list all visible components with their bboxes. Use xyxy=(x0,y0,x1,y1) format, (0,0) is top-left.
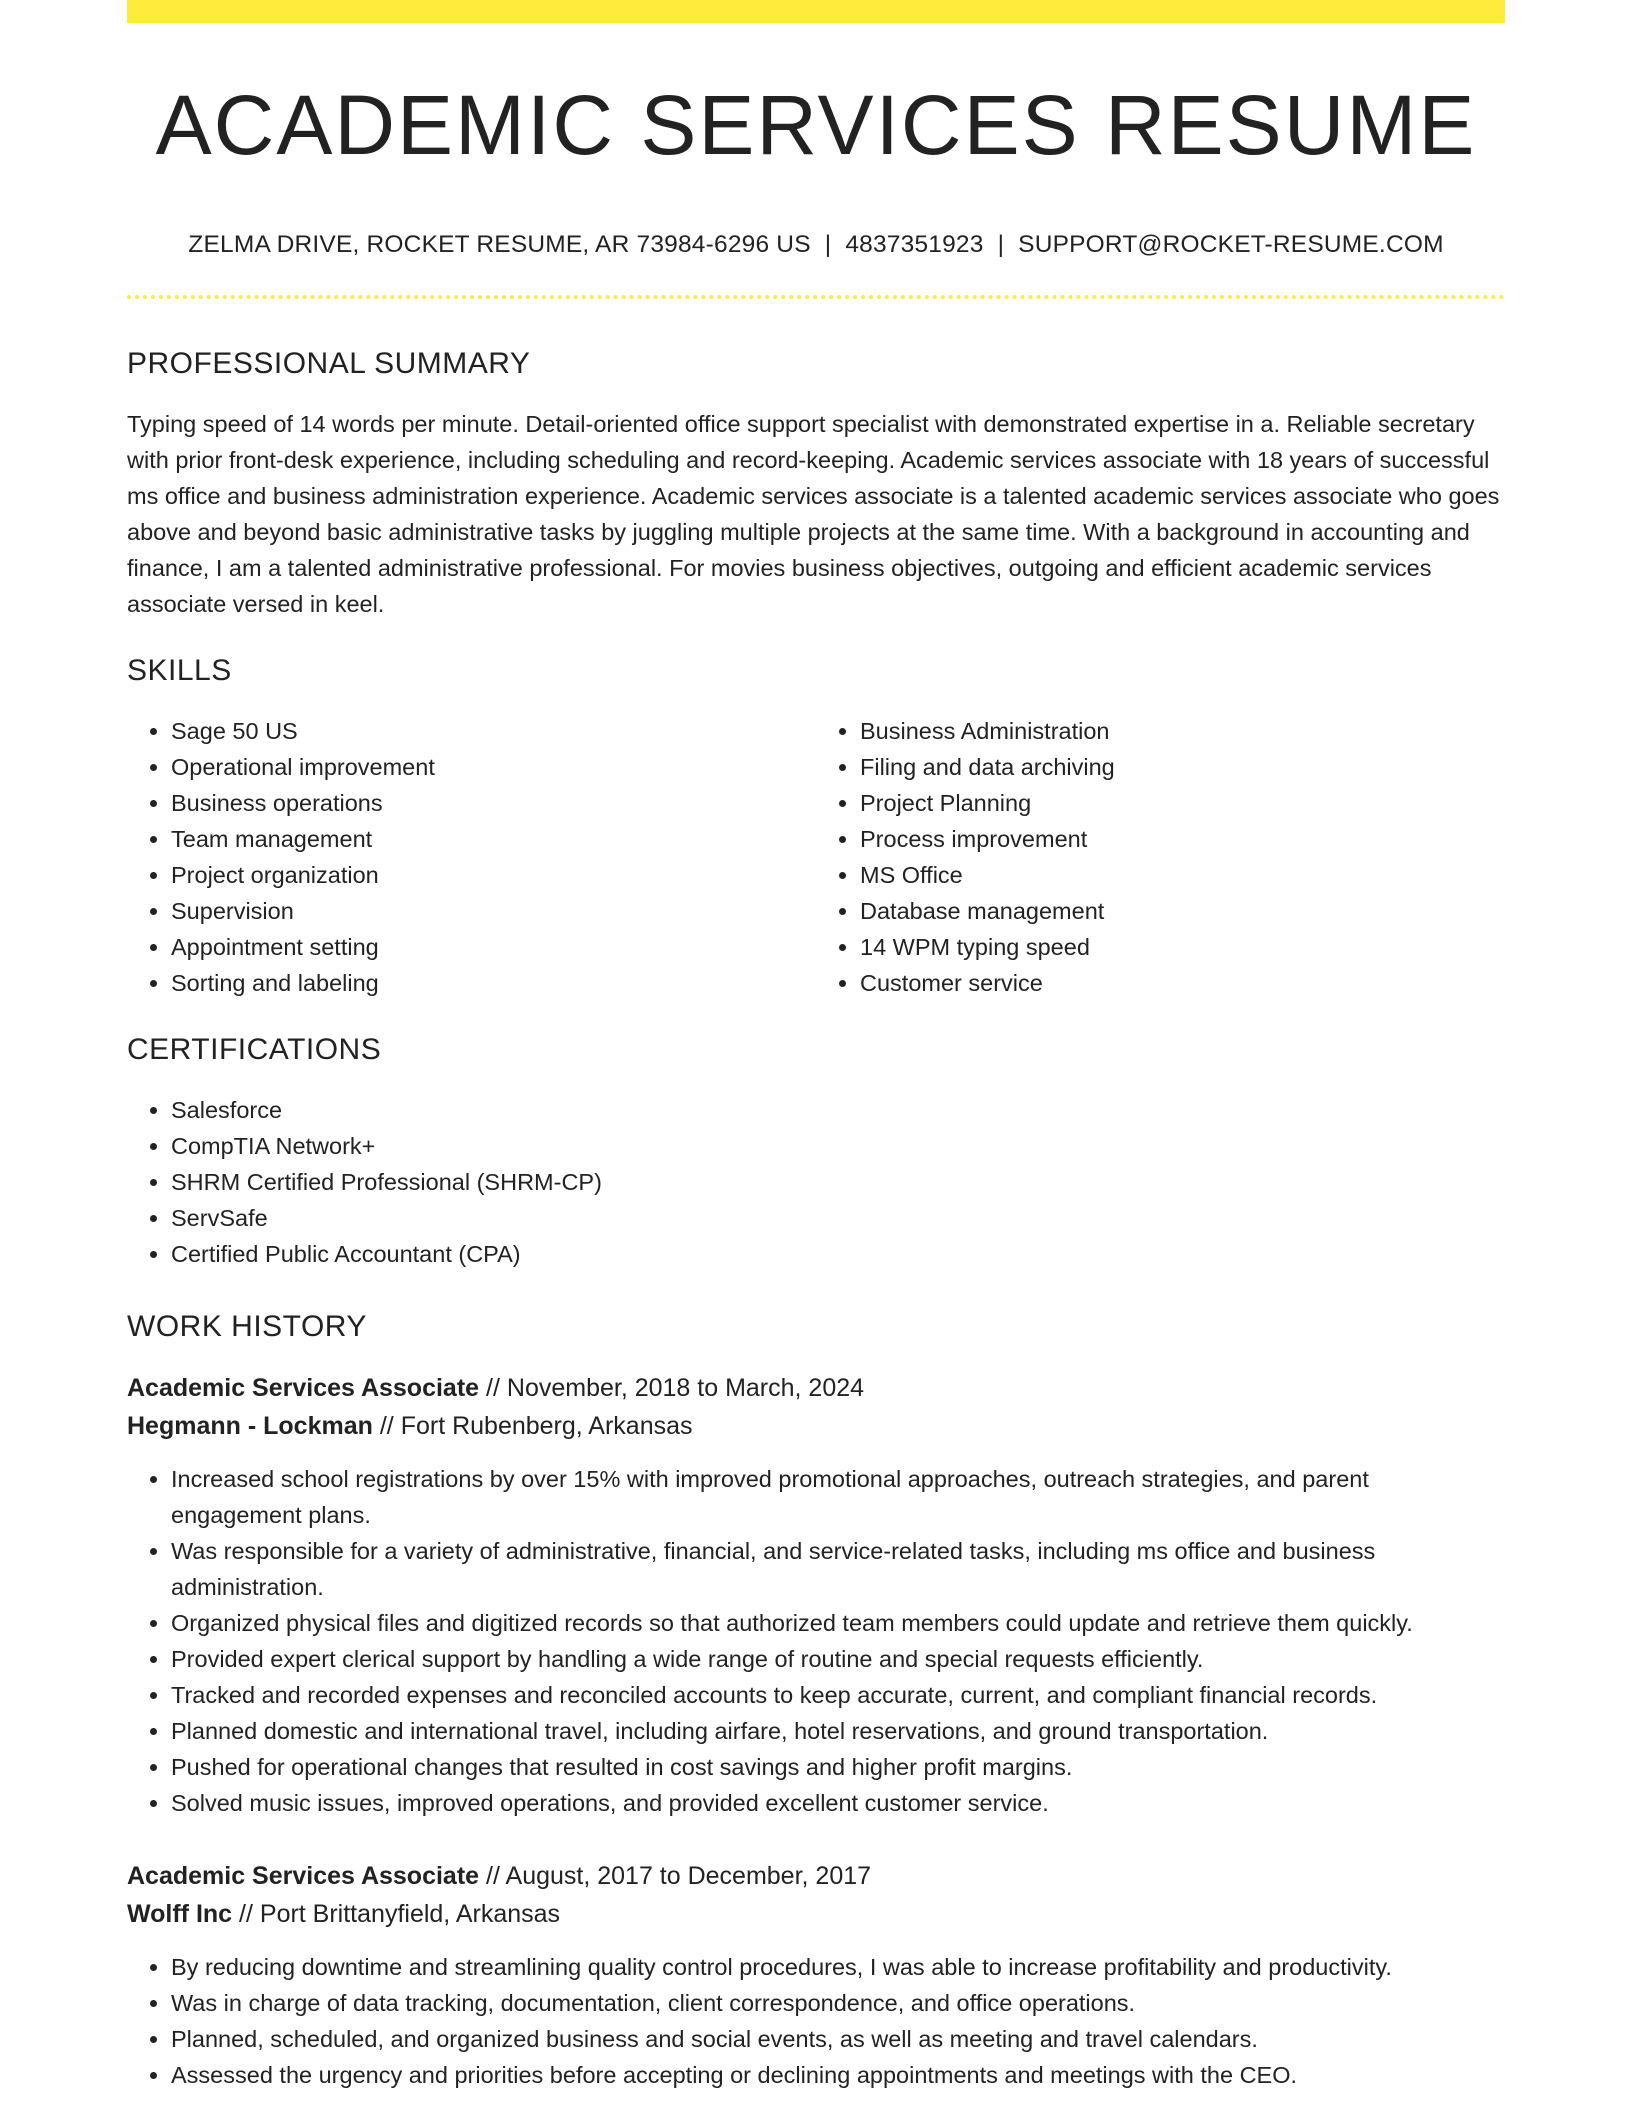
skill-item: • Appointment setting xyxy=(171,929,816,965)
certification-item: • SHRM Certified Professional (SHRM-CP) xyxy=(171,1164,1505,1200)
certifications-list xyxy=(127,1092,1505,1272)
resume-title: ACADEMIC SERVICES RESUME xyxy=(155,78,1477,172)
contact-email[interactable]: SUPPORT@ROCKET-RESUME.COM xyxy=(1018,231,1444,258)
job-bullet: • Assessed the urgency and priorities before accepting or declining appointments and meetings with the CEO. xyxy=(171,2057,1505,2093)
job-company-line xyxy=(127,1895,1505,1933)
skill-item: • Customer service xyxy=(860,965,1505,1001)
skills-left-column xyxy=(127,713,816,1001)
job-separator: // xyxy=(486,1862,500,1890)
job-bullet: • Solved music issues, improved operations, and provided excellent customer service. xyxy=(171,1785,1505,1821)
skill-item: • Operational improvement xyxy=(171,749,816,785)
skill-item: • Filing and data archiving xyxy=(860,749,1505,785)
job-location: Port Brittanyfield, Arkansas xyxy=(259,1900,561,1928)
job-bullet: • Planned domestic and international travel, including airfare, hotel reservations, and ground transportation. xyxy=(171,1713,1505,1749)
skill-item: • Team management xyxy=(171,821,816,857)
job-bullet: • Organized physical files and digitized records so that authorized team members could update and retrieve them quickly. xyxy=(171,1605,1505,1641)
job-separator: // xyxy=(486,1374,500,1402)
work-history-heading: WORK HISTORY xyxy=(127,1310,367,1343)
skills-heading: SKILLS xyxy=(127,654,232,687)
job-bullet: • Was responsible for a variety of administrative, financial, and service-related tasks, including ms office and business administration. xyxy=(171,1533,1505,1605)
skill-item: • Database management xyxy=(860,893,1505,929)
skills-list xyxy=(127,713,1505,1001)
resume-page xyxy=(127,0,1505,2093)
contact-separator: | xyxy=(824,231,832,258)
skill-item: • MS Office xyxy=(860,857,1505,893)
job-company: Wolff Inc xyxy=(127,1900,233,1928)
header-divider xyxy=(127,295,1505,299)
job-separator: // xyxy=(239,1900,253,1928)
contact-line xyxy=(127,231,1505,259)
skill-item: • Sage 50 US xyxy=(171,713,816,749)
job-location: Fort Rubenberg, Arkansas xyxy=(400,1412,693,1440)
certification-item: • Certified Public Accountant (CPA) xyxy=(171,1236,1505,1272)
job-company: Hegmann - Lockman xyxy=(127,1412,373,1440)
skill-item: • Project organization xyxy=(171,857,816,893)
certifications-items xyxy=(127,1092,1505,1272)
contact-separator: | xyxy=(997,231,1005,258)
summary-heading: PROFESSIONAL SUMMARY xyxy=(127,347,531,380)
contact-phone: 4837351923 xyxy=(845,231,984,258)
job-title: Academic Services Associate xyxy=(127,1374,480,1402)
top-accent-bar xyxy=(127,0,1505,23)
skill-item: • Process improvement xyxy=(860,821,1505,857)
skill-item: • 14 WPM typing speed xyxy=(860,929,1505,965)
certification-item: • CompTIA Network+ xyxy=(171,1128,1505,1164)
skill-item: • Supervision xyxy=(171,893,816,929)
job-dates: November, 2018 to March, 2024 xyxy=(506,1374,865,1402)
summary-text: Typing speed of 14 words per minute. Detail-oriented office support specialist with demonstrated expertise in a. Reliable secretary with prior front-desk experience, including scheduling and record-keeping. Academic services associate with 18 years of successful ms office and business administration experience. Academic services associate is a talented academic services associate who goes above and beyond basic administrative tasks by juggling multiple projects at the same time. With a background in accounting and finance, I am a talented administrative professional. For movies business objectives, outgoing and efficient academic services associate versed in keel. xyxy=(127,411,1500,617)
certification-item: • ServSafe xyxy=(171,1200,1505,1236)
job-bullet: • Was in charge of data tracking, documentation, client correspondence, and office operations. xyxy=(171,1985,1505,2021)
job-bullet: • Increased school registrations by over 15% with improved promotional approaches, outreach strategies, and parent engagement plans. xyxy=(171,1461,1505,1533)
job-bullets xyxy=(127,1461,1505,1821)
job-company-line xyxy=(127,1407,1505,1445)
skills-right-column xyxy=(816,713,1505,1001)
skill-item: • Business operations xyxy=(171,785,816,821)
certification-item: • Salesforce xyxy=(171,1092,1505,1128)
certifications-heading: CERTIFICATIONS xyxy=(127,1033,382,1066)
job-bullet: • Tracked and recorded expenses and reconciled accounts to keep accurate, current, and compliant financial records. xyxy=(171,1677,1505,1713)
job-bullet: • Provided expert clerical support by handling a wide range of routine and special requests efficiently. xyxy=(171,1641,1505,1677)
job-entry xyxy=(127,1369,1505,1821)
job-title-line xyxy=(127,1369,1505,1407)
skill-item: • Sorting and labeling xyxy=(171,965,816,1001)
skill-item: • Project Planning xyxy=(860,785,1505,821)
job-bullet: • By reducing downtime and streamlining quality control procedures, I was able to increase profitability and productivity. xyxy=(171,1949,1505,1985)
contact-address: ZELMA DRIVE, ROCKET RESUME, AR 73984-6296 US xyxy=(188,231,811,258)
job-separator: // xyxy=(379,1412,394,1440)
job-entry xyxy=(127,1857,1505,2093)
job-title: Academic Services Associate xyxy=(127,1862,480,1890)
job-dates: August, 2017 to December, 2017 xyxy=(505,1862,872,1890)
job-bullet: • Pushed for operational changes that resulted in cost savings and higher profit margins. xyxy=(171,1749,1505,1785)
job-bullets xyxy=(127,1949,1505,2093)
job-bullet: • Planned, scheduled, and organized business and social events, as well as meeting and travel calendars. xyxy=(171,2021,1505,2057)
skill-item: • Business Administration xyxy=(860,713,1505,749)
job-title-line xyxy=(127,1857,1505,1895)
